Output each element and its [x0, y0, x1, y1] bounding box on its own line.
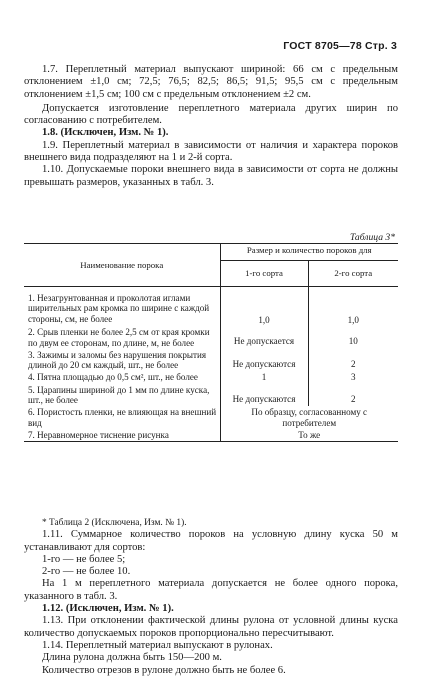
row-3-name: 3. Зажимы и заломы без нарушения покрытия длиной до 20 см каждый, шт., не более	[28, 349, 207, 371]
row-2-sort1: Не допускается	[220, 326, 308, 349]
row-7-merged: То же	[220, 429, 398, 442]
row-3-sort1: Не допускаются	[220, 349, 308, 372]
row-6-merged: По образцу, согласованному с потребителем	[220, 406, 398, 429]
table-row	[24, 384, 398, 407]
paragraph-1-9: 1.9. Переплетный материал в зависимости от наличия и характера пороков внешнего вида подразделяют на 1 и 2-й сорта.	[24, 139, 398, 164]
row-2-sort2: 10	[308, 326, 398, 349]
col-header-name: Наименование порока	[24, 244, 220, 287]
row-5-sort1: Не допускаются	[220, 384, 308, 407]
table-row	[24, 349, 398, 372]
paragraph-1-7: 1.7. Переплетный материал выпускают шириной: 66 см с предельным отклонением ±1,0 см; 72,5; 76,5; 82,5; 86,5; 91,5; 95,5 см с предельным отклонением ±1,5 см; 100 см с предельным отклонением ±2 см.	[24, 64, 398, 100]
paragraph-allow: Допускается изготовление переплетного материала других ширин по согласованию с потребителем.	[24, 102, 398, 127]
table-row	[24, 371, 398, 383]
table-row	[24, 287, 398, 327]
paragraph-1-10: 1.10. Допускаемые пороки внешнего вида в зависимости от сорта не должны превышать размеров, указанных в табл. 3.	[24, 164, 398, 188]
sort-2-limit: 2-го — не более 10.	[42, 566, 131, 578]
row-1-sort1: 1,0	[220, 287, 308, 327]
row-7-name: 7. Неравномерное тиснение рисунка	[28, 429, 169, 440]
row-1-sort2: 1,0	[308, 287, 398, 327]
row-3-sort2: 2	[308, 349, 398, 372]
table-row	[24, 326, 398, 349]
row-5-sort2: 2	[308, 384, 398, 407]
table-row	[24, 406, 398, 429]
row-2-name: 2. Срыв пленки не более 2,5 см от края кромки по двум ее сторонам, по длине, м, не более	[28, 327, 210, 348]
paragraph-1-12: 1.12. (Исключен, Изм. № 1).	[42, 603, 174, 615]
col-header-group: Размер и количество пороков для	[220, 244, 398, 261]
row-4-name: 4. Пятна площадью до 0,5 см², шт., не более	[28, 372, 198, 383]
row-4-sort1: 1	[220, 371, 308, 383]
col-header-sort2: 2-го сорта	[308, 261, 398, 287]
paragraph-1-13: 1.13. При отклонении фактической длины рулона от условной длины куска количество допускаемых пороков пропорционально пересчитывают.	[24, 615, 398, 639]
col-header-sort1: 1-го сорта	[220, 261, 308, 287]
page-header: ГОСТ 8705—78 Стр. 3	[283, 40, 397, 52]
paragraph-cuts: Количество отрезов в рулоне должно быть не более 6.	[42, 664, 286, 676]
paragraph-1-8: 1.8. (Исключен, Изм. № 1).	[42, 127, 169, 139]
table-footnote: * Таблица 2 (Исключена, Изм. № 1).	[42, 518, 187, 528]
row-4-sort2: 3	[308, 371, 398, 383]
section-bottom	[24, 517, 398, 677]
paragraph-per-meter: На 1 м переплетного материала допускается не более одного порока, указанного в табл. 3.	[24, 578, 398, 602]
paragraph-roll-length: Длина рулона должна быть 150—200 м.	[42, 652, 222, 664]
row-6-name: 6. Пористость пленки, не влияющая на внешний вид	[28, 407, 217, 428]
section-top	[24, 64, 398, 189]
sort-1-limit: 1-го — не более 5;	[42, 553, 126, 565]
paragraph-1-11: 1.11. Суммарное количество пороков на условную длину куска 50 м устанавливают для сортов:	[24, 529, 398, 553]
row-5-name: 5. Царапины шириной до 1 мм по длине куска, шт., не более	[28, 384, 210, 406]
defects-table	[24, 243, 398, 442]
table-caption: Таблица 3*	[349, 232, 395, 243]
table-row	[24, 429, 398, 442]
row-1-name: 1. Незагрунтованная и проколотая иглами ширительных рам кромка по ширине с каждой стороны, см, не более	[28, 293, 210, 324]
paragraph-1-14: 1.14. Переплетный материал выпускают в рулонах.	[42, 639, 273, 651]
